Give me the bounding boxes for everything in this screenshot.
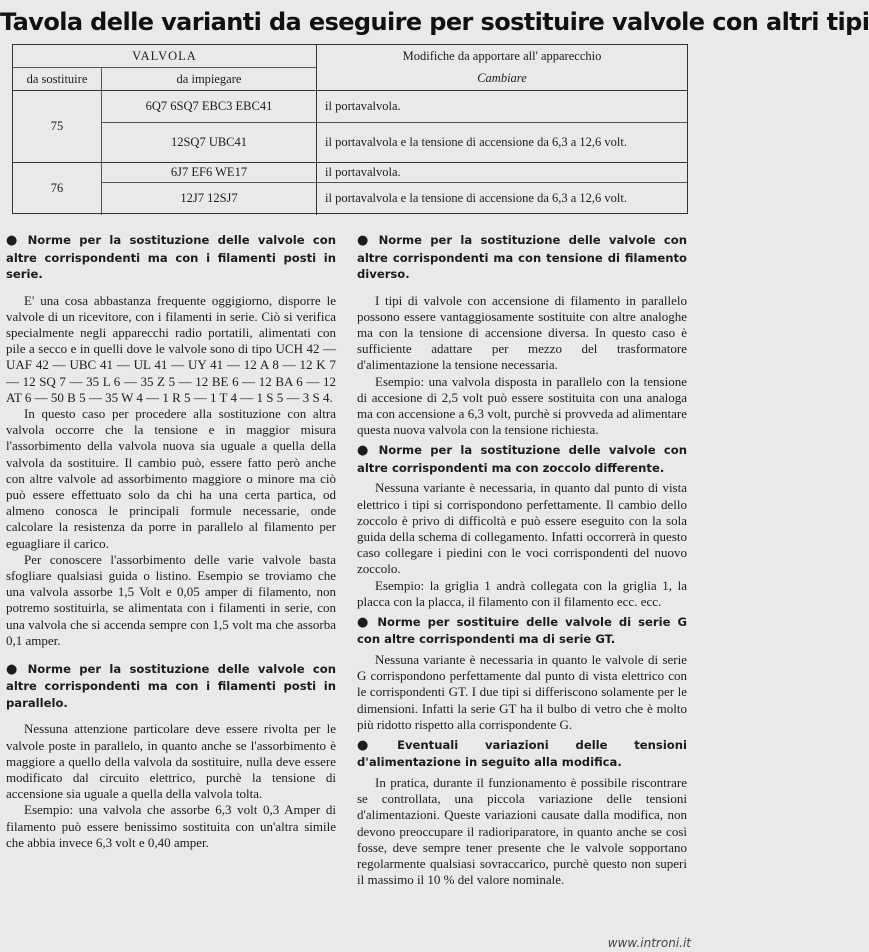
- heading-text: Norme per la sostituzione delle valvole con altre corrispondenti ma con zoccolo differente.: [357, 443, 688, 475]
- table-cell-mod: il portavalvola.: [317, 91, 688, 123]
- bullet-icon: ●: [357, 443, 373, 459]
- paragraph: Esempio: una valvola che assorbe 6,3 volt 0,3 Amper di filamento può essere benissimo sostituita con un'altra simile che abbia invece 6,3 volt e 0,40 amper.: [6, 802, 336, 850]
- heading-text: Norme per la sostituzione delle valvole con altre corrispondenti ma con tensione di filamento diverso.: [357, 233, 688, 281]
- bullet-icon: ●: [6, 233, 22, 248]
- paragraph: Nessuna attenzione particolare deve essere rivolta per le valvole poste in parallelo, in quanto anche se l'assorbimento è maggiore a quello della valvola da sostituire, nulla deve essere modificato dal circuito elettrico, purchè la tensione di accensione sia uguale a quella della valvola tolta.: [6, 721, 336, 802]
- section-heading: [6, 232, 336, 283]
- section-heading: [357, 614, 687, 648]
- header-modifiche: Modifiche da apportare all' apparecchio: [402, 48, 602, 63]
- table-cell-imp: 6J7 EF6 WE17: [102, 163, 317, 183]
- subheader-cambiare: Cambiare: [317, 68, 688, 91]
- heading-text: Norme per sostituire delle valvole di serie G con altre corrispondenti ma di serie GT.: [357, 614, 687, 647]
- paragraph: Nessuna variante è necessaria, in quanto dal punto di vista elettrico i tipi si corrispondono perfettamente. Il cambio dello zoccolo è privo di difficoltà e può essere eseguito con la sola guida della schema di collegamento. Infatti occorrerà in questo caso collegare i piedini con le voci corrispondenti del nuovo zoccolo.: [357, 480, 687, 577]
- page-title: Tavola delle varianti da eseguire per sostituire valvole con altri tipi: [0, 8, 869, 36]
- article-body: [0, 222, 699, 952]
- right-column: [357, 222, 687, 888]
- paragraph: Per conoscere l'assorbimento delle varie valvole basta sfogliare qualsiasi guida o listino. Esempio se troviamo che una valvola assorbe 1,5 Volt e 0,05 amper di filamento, non potremo sostituirla, se alimentata con i filamenti in serie, con una valvola che si accenda sempre con 1,5 volt ma che assorba 0,1 amper.: [6, 551, 336, 648]
- section-heading: [357, 442, 687, 476]
- table-cell-imp: 12J7 12SJ7: [102, 183, 317, 215]
- table-cell-mod: il portavalvola.: [317, 163, 688, 183]
- header-valvola: VALVOLA: [13, 45, 317, 68]
- table-cell-mod: il portavalvola e la tensione di accensione da 6,3 a 12,6 volt.: [325, 191, 627, 206]
- paragraph: In pratica, durante il funzionamento è possibile riscontrare se controllata, una piccola variazione delle tensioni d'alimentazioni. Queste variazioni causate dalla modifica, non devono preoccupare il radioriparatore, in quanto anche se così fosse, deve sempre tener presente che le valvole sopportano regolarmente qualsiasi sovraccarico, purchè questo non superi il massimo il 10 % del valore nominale.: [357, 774, 687, 888]
- table-cell-mod: il portavalvola e la tensione di accensione da 6,3 a 12,6 volt.: [317, 123, 688, 163]
- paragraph: Nessuna variante è necessaria in quanto le valvole di serie G corrispondono perfettamente dal punto di vista elettrico con le corrispondenti GT. I due tipi si differiscono solamente per le dimensioni. Infatti la serie GT ha il bulbo di vetro che è molto più ridotto rispetto alla corrispondente G.: [357, 651, 687, 732]
- subheader-impiegare: da impiegare: [102, 68, 317, 91]
- bullet-icon: ●: [357, 614, 372, 630]
- subheader-sostituire: da sostituire: [13, 68, 102, 91]
- paragraph: E' una cosa abbastanza frequente oggigiorno, disporre le valvole di un ricevitore, con i filamenti in serie. Ciò si verifica specialmente negli apparecchi radio portatili, alimentati con pile a secco e in quelli dove le valvole sono di tipo UCH 42 — UAF 42 — UBC 41 — UL 41 — UY 41 — 12 A 8 — 12 K 7 — 12 SQ 7 — 35 L 6 — 35 Z 5 — 12 BE 6 — 12 BA 6 — 12 AT 6 — 50 B 5 — 35 W 4 — 1 R 5 — 1 T 4 — 1 S 5 — 3 S 4.: [6, 292, 336, 405]
- table-cell-sost: 75: [13, 91, 102, 163]
- heading-text: Eventuali variazioni delle tensioni d'alimentazione in seguito alla modifica.: [357, 737, 687, 770]
- heading-text: Norme per la sostituzione delle valvole con altre corrispondenti ma con i filamenti posti in serie.: [6, 233, 337, 281]
- substitution-table: [12, 44, 688, 214]
- paragraph: Esempio: una valvola disposta in parallelo con la tensione di accesione di 2,5 volt può essere sostituita con una analoga ma con accensione a 6,3 volt, purchè si provveda ad alimentare questa nuova valvola con la tensione richiesta.: [357, 373, 687, 438]
- bullet-icon: ●: [6, 661, 22, 677]
- table-cell-imp: 6Q7 6SQ7 EBC3 EBC41: [102, 91, 317, 123]
- table-cell-imp: 12SQ7 UBC41: [102, 123, 317, 163]
- heading-text: Norme per la sostituzione delle valvole con altre corrispondenti ma con i filamenti posti in parallelo.: [6, 661, 337, 710]
- section-heading: [357, 232, 687, 283]
- table-cell-sost: 76: [13, 163, 102, 215]
- bullet-icon: ●: [357, 737, 392, 753]
- section-heading: [6, 661, 336, 712]
- watermark: www.introni.it: [607, 936, 691, 950]
- paragraph: I tipi di valvole con accensione di filamento in parallelo possono essere vantaggiosamente sostituite con altre analoghe ma con la tensione di accensione diversa. In questo caso è sufficiente adattare per mezzo del trasformatore d'alimentazione la tensione necessaria.: [357, 292, 687, 373]
- left-column: [6, 222, 336, 851]
- section-heading: [357, 737, 687, 771]
- paragraph: Esempio: la griglia 1 andrà collegata con la griglia 1, la placca con la placca, il filamento con il filamento ecc. ecc.: [357, 577, 687, 609]
- paragraph: In questo caso per procedere alla sostituzione con altra valvola occorre che la tensione e in maggior misura l'assorbimento della valvola nuova sia uguale a quella della valvola da sostituire. Il cambio può, essere fatto però anche con altre valvole ad assorbimento maggiore o minore ma ciò può essere effettuato solo da chi ha una certa partica, od almeno conosca le principali formule necessarie, onde calcolare la resistenza da porre in parallelo al filamento per eguagliare il carico.: [6, 405, 336, 551]
- bullet-icon: ●: [357, 233, 373, 248]
